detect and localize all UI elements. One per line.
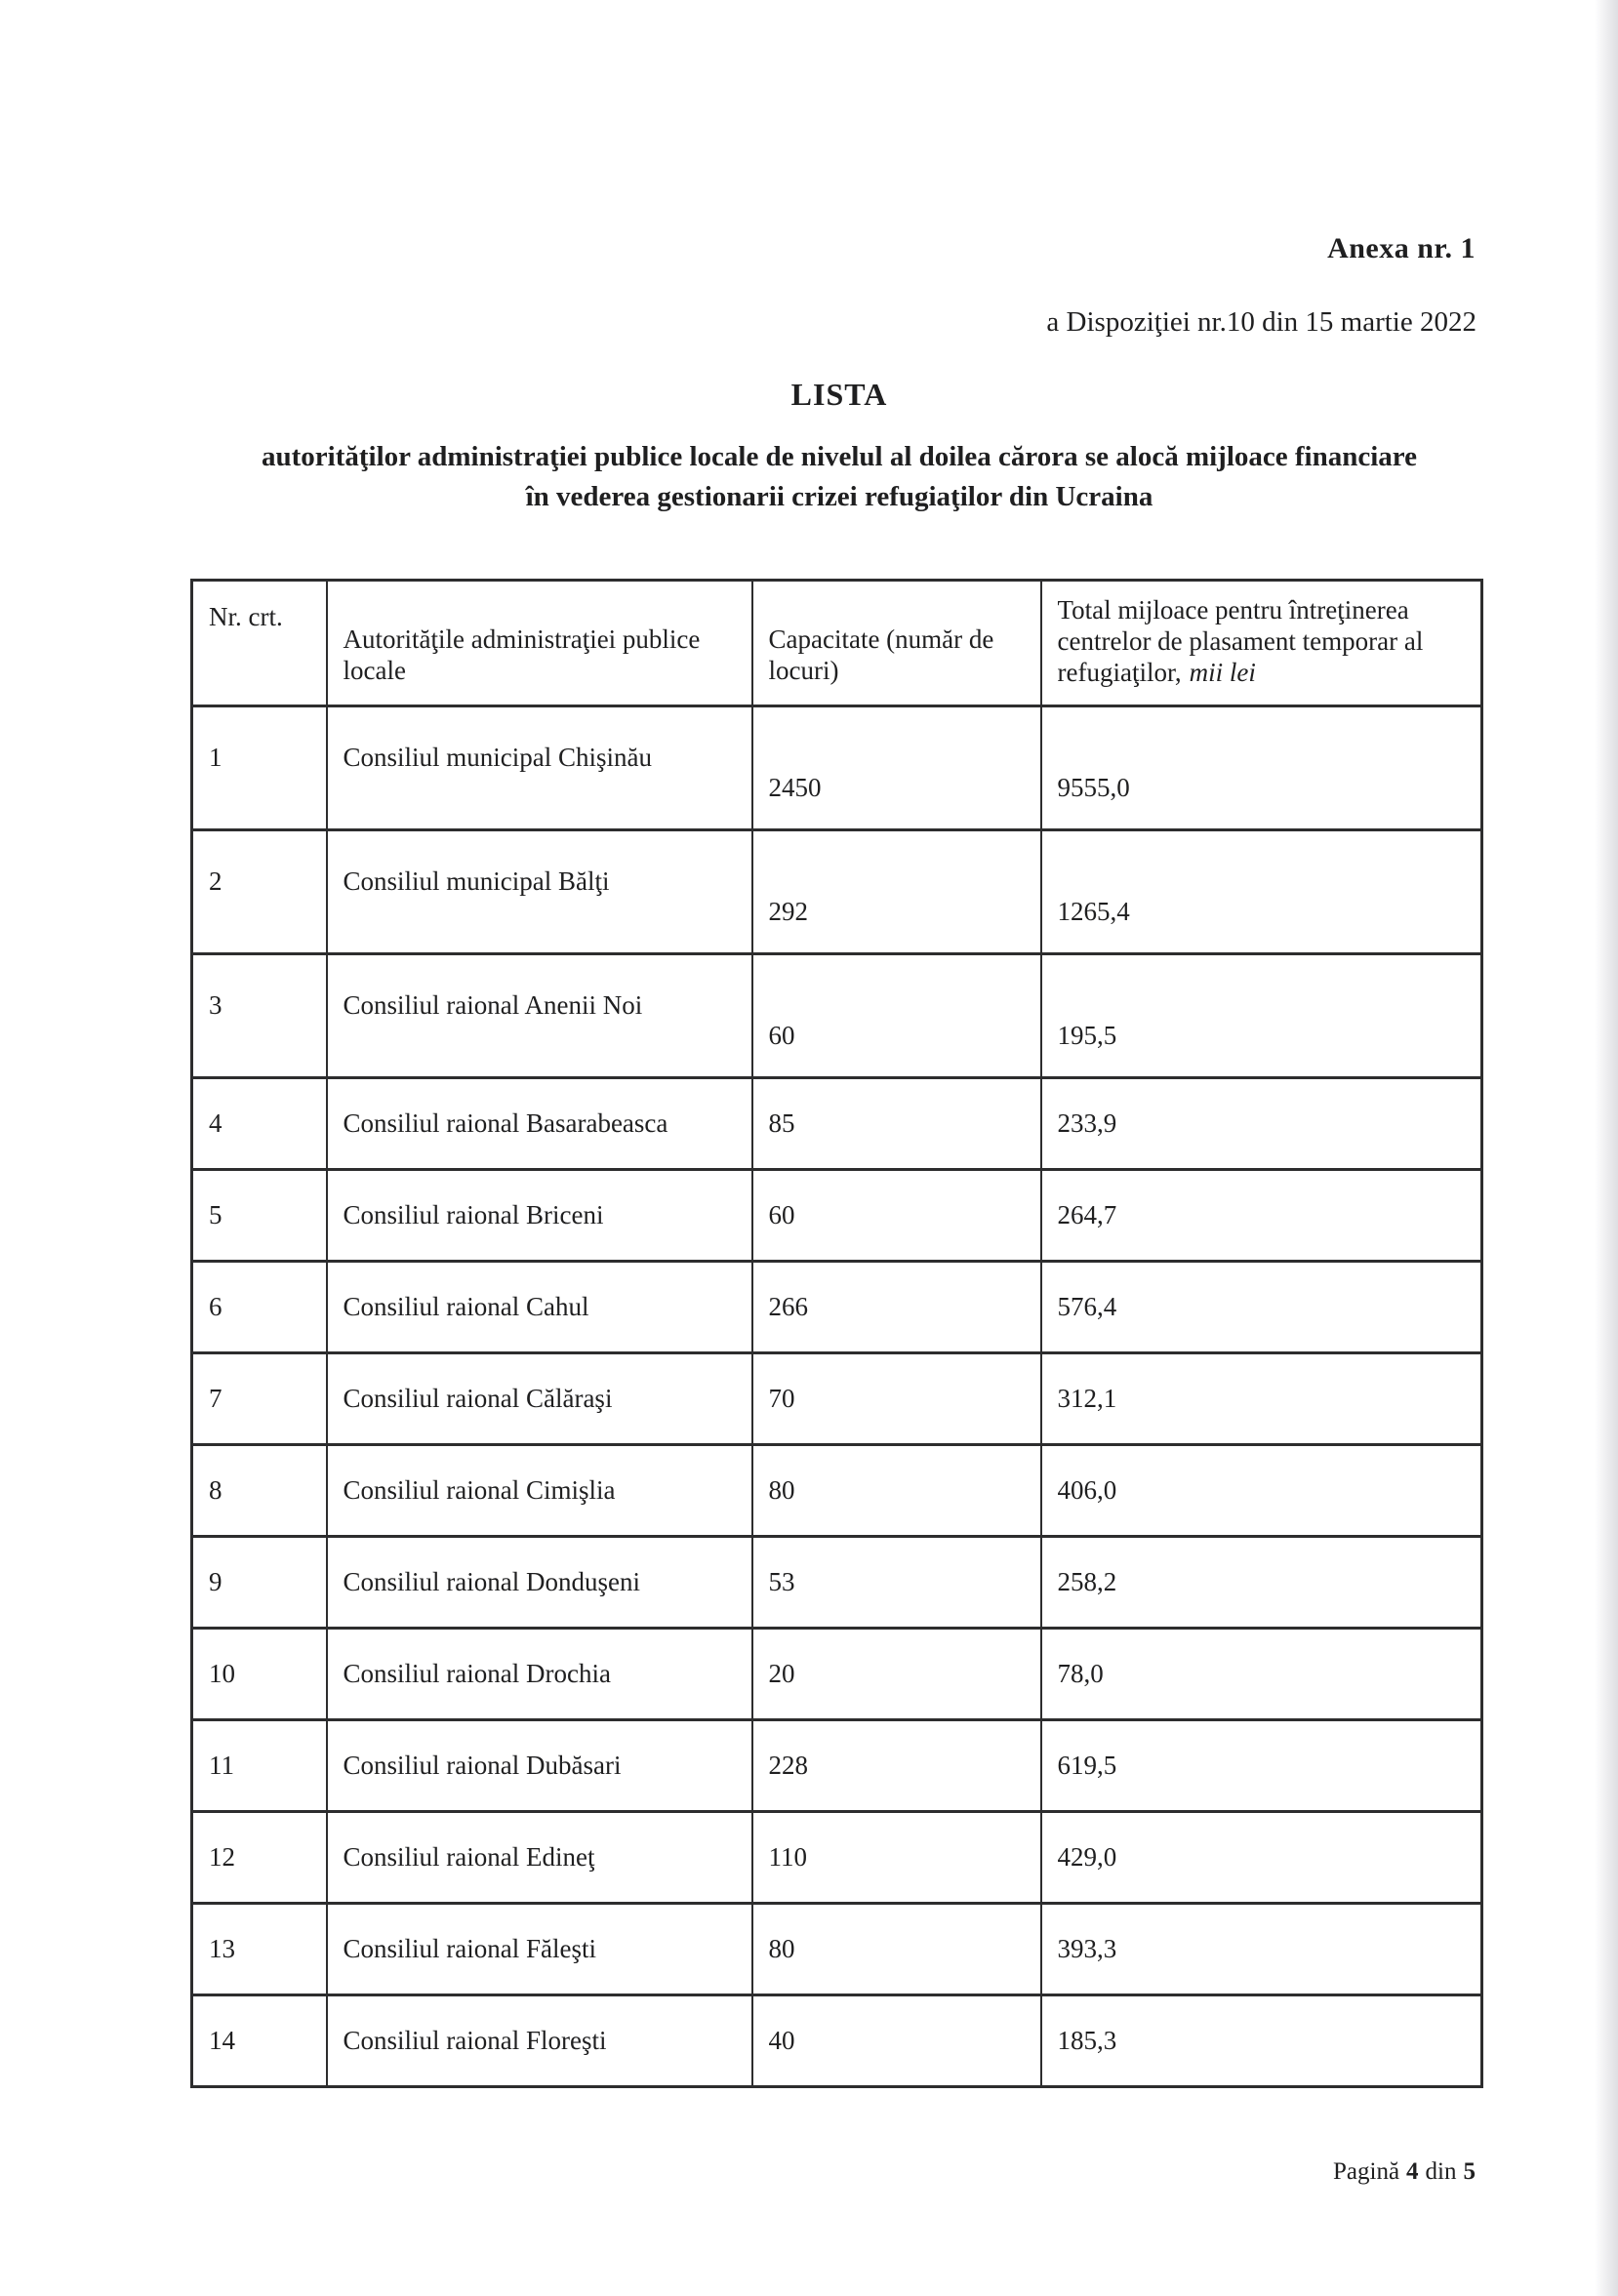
cell-authority: Consiliul municipal Chişinău	[327, 706, 752, 830]
header-total-line3-text: refugiaţilor,	[1057, 658, 1182, 687]
cell-total: 312,1	[1041, 1353, 1482, 1445]
cell-nr: 13	[192, 1904, 327, 1995]
cell-nr: 11	[192, 1720, 327, 1812]
cell-nr: 8	[192, 1445, 327, 1537]
cell-nr: 6	[192, 1262, 327, 1353]
footer-label: Pagină	[1333, 2158, 1400, 2185]
table-row	[192, 1537, 1482, 1629]
cell-capacity: 228	[752, 1720, 1041, 1812]
header-capacity-line1: Capacitate (număr de	[768, 624, 994, 654]
cell-capacity: 53	[752, 1537, 1041, 1629]
footer-separator: din	[1425, 2158, 1457, 2185]
cell-total: 619,5	[1041, 1720, 1482, 1812]
cell-authority: Consiliul raional Cahul	[327, 1262, 752, 1353]
cell-authority: Consiliul raional Donduşeni	[327, 1537, 752, 1629]
header-nr: Nr. crt.	[192, 581, 327, 706]
header-capacity-line2: locuri)	[768, 656, 839, 685]
cell-authority: Consiliul municipal Bălţi	[327, 830, 752, 954]
table-header-row	[192, 581, 1482, 706]
footer-page-number: 4	[1406, 2158, 1419, 2185]
cell-capacity: 110	[752, 1812, 1041, 1904]
cell-authority: Consiliul raional Drochia	[327, 1629, 752, 1720]
page-subtitle	[98, 437, 1581, 517]
cell-authority: Consiliul raional Făleşti	[327, 1904, 752, 1995]
subtitle-line-1: autorităţilor administraţiei publice locale de nivelul al doilea cărora se alocă mijloace financiare	[261, 441, 1417, 472]
cell-authority: Consiliul raional Cimişlia	[327, 1445, 752, 1537]
page-footer	[1333, 2158, 1476, 2186]
cell-nr: 10	[192, 1629, 327, 1720]
cell-total: 1265,4	[1041, 830, 1482, 954]
table-row	[192, 1720, 1482, 1812]
header-total-unit: mii lei	[1189, 658, 1256, 687]
cell-capacity: 70	[752, 1353, 1041, 1445]
table-row	[192, 1904, 1482, 1995]
cell-total: 393,3	[1041, 1904, 1482, 1995]
table-row	[192, 1353, 1482, 1445]
cell-total: 258,2	[1041, 1537, 1482, 1629]
header-authority	[327, 581, 752, 706]
cell-total: 195,5	[1041, 954, 1482, 1078]
table-row	[192, 706, 1482, 830]
cell-nr: 1	[192, 706, 327, 830]
header-total-line3	[1058, 657, 1472, 688]
header-total-line1: Total mijloace pentru întreţinerea	[1057, 595, 1409, 624]
table-row	[192, 1812, 1482, 1904]
table-row	[192, 1262, 1482, 1353]
subtitle-line-2: în vederea gestionarii crizei refugiaţilor din Ucraina	[525, 481, 1153, 512]
header-authority-line2: locale	[343, 656, 406, 685]
cell-capacity: 292	[752, 830, 1041, 954]
cell-nr: 4	[192, 1078, 327, 1170]
cell-total: 9555,0	[1041, 706, 1482, 830]
table-row	[192, 1445, 1482, 1537]
cell-total: 576,4	[1041, 1262, 1482, 1353]
page-title: LISTA	[790, 377, 888, 412]
table-row	[192, 1629, 1482, 1720]
table-row	[192, 1995, 1482, 2087]
cell-nr: 5	[192, 1170, 327, 1262]
table-row	[192, 1170, 1482, 1262]
cell-capacity: 20	[752, 1629, 1041, 1720]
footer-total-pages: 5	[1463, 2158, 1476, 2185]
cell-capacity: 266	[752, 1262, 1041, 1353]
cell-nr: 14	[192, 1995, 327, 2087]
cell-nr: 7	[192, 1353, 327, 1445]
table-row	[192, 954, 1482, 1078]
header-capacity	[752, 581, 1041, 706]
cell-capacity: 40	[752, 1995, 1041, 2087]
cell-capacity: 2450	[752, 706, 1041, 830]
cell-total: 406,0	[1041, 1445, 1482, 1537]
cell-authority: Consiliul raional Briceni	[327, 1170, 752, 1262]
cell-nr: 9	[192, 1537, 327, 1629]
table-row	[192, 1078, 1482, 1170]
cell-capacity: 60	[752, 1170, 1041, 1262]
cell-authority: Consiliul raional Floreşti	[327, 1995, 752, 2087]
cell-authority: Consiliul raional Dubăsari	[327, 1720, 752, 1812]
cell-nr: 3	[192, 954, 327, 1078]
annex-label: Anexa nr. 1	[1327, 232, 1476, 264]
cell-nr: 12	[192, 1812, 327, 1904]
cell-total: 264,7	[1041, 1170, 1482, 1262]
cell-capacity: 85	[752, 1078, 1041, 1170]
scan-edge-shadow	[1595, 0, 1618, 2296]
cell-capacity: 80	[752, 1904, 1041, 1995]
cell-authority: Consiliul raional Anenii Noi	[327, 954, 752, 1078]
cell-total: 233,9	[1041, 1078, 1482, 1170]
cell-total: 429,0	[1041, 1812, 1482, 1904]
cell-capacity: 60	[752, 954, 1041, 1078]
disposition-line: a Dispoziţiei nr.10 din 15 martie 2022	[1046, 306, 1476, 338]
header-total-line2: centrelor de plasament temporar al	[1057, 626, 1424, 656]
allocation-table	[190, 579, 1483, 2088]
cell-authority: Consiliul raional Edineţ	[327, 1812, 752, 1904]
cell-total: 185,3	[1041, 1995, 1482, 2087]
cell-nr: 2	[192, 830, 327, 954]
cell-total: 78,0	[1041, 1629, 1482, 1720]
cell-authority: Consiliul raional Călăraşi	[327, 1353, 752, 1445]
cell-authority: Consiliul raional Basarabeasca	[327, 1078, 752, 1170]
table-row	[192, 830, 1482, 954]
header-authority-line1: Autorităţile administraţiei publice	[343, 624, 701, 654]
header-total	[1041, 581, 1482, 706]
cell-capacity: 80	[752, 1445, 1041, 1537]
